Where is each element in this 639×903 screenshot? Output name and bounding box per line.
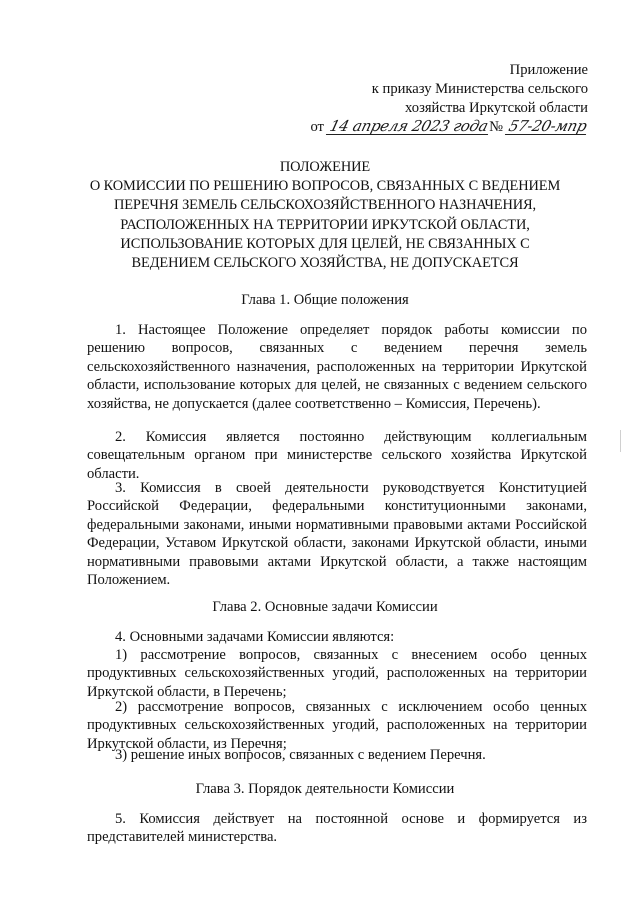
title-line: ПЕРЕЧНЯ ЗЕМЕЛЬ СЕЛЬСКОХОЗЯЙСТВЕННОГО НАЗНАЧЕНИЯ, — [113, 197, 537, 214]
paragraph-3: 3. Комиссия в своей деятельности руководствуется Конституцией Российской Федерации, федеральными конституционными законами, федеральными законами, иными нормативными правовыми актами Российской Федерации, Уставом Иркутской области, законами Иркутской области, иными нормативными правовыми актами Иркутской области, а также настоящим Положением. — [87, 480, 587, 589]
appendix-ministry: хозяйства Иркутской области — [405, 100, 588, 116]
paragraph-4: 4. Основными задачами Комиссии являются: — [115, 629, 395, 645]
scan-mark — [620, 430, 621, 452]
chapter-1-heading: Глава 1. Общие положения — [241, 292, 409, 308]
list-item-3: 3) решение иных вопросов, связанных с ведением Перечня. — [115, 747, 486, 763]
appendix-order-ref: к приказу Министерства сельского — [371, 81, 588, 97]
title-line: РАСПОЛОЖЕННЫХ НА ТЕРРИТОРИИ ИРКУТСКОЙ ОБЛАСТИ, — [120, 216, 530, 233]
number-prefix: № — [489, 119, 504, 135]
title-line: ПОЛОЖЕНИЕ — [279, 159, 371, 175]
title-line: ВЕДЕНИЕМ СЕЛЬСКОГО ХОЗЯЙСТВА, НЕ ДОПУСКАЕТСЯ — [131, 255, 519, 272]
chapter-2-heading: Глава 2. Основные задачи Комиссии — [212, 599, 438, 615]
appendix-block — [288, 61, 588, 137]
handwritten-number: 57-20-мпр — [506, 117, 589, 135]
handwritten-date: 14 апреля 2023 года — [327, 117, 490, 135]
title-line: О КОМИССИИ ПО РЕШЕНИЮ ВОПРОСОВ, СВЯЗАННЫХ С ВЕДЕНИЕМ — [89, 178, 561, 195]
chapter-3-heading: Глава 3. Порядок деятельности Комиссии — [195, 781, 455, 797]
title-line: ИСПОЛЬЗОВАНИЕ КОТОРЫХ ДЛЯ ЦЕЛЕЙ, НЕ СВЯЗАННЫХ С — [120, 235, 530, 252]
appendix-date-number — [288, 118, 588, 137]
list-item-1: 1) рассмотрение вопросов, связанных с внесением особо ценных продуктивных сельскохозяйственных угодий, расположенных на территории Иркутской области, в Перечень; — [87, 647, 587, 700]
paragraph-1: 1. Настоящее Положение определяет порядок работы комиссии по решению вопросов, связанных с ведением перечня земель сельскохозяйственного назначения, расположенных на территории Иркутской области, использование которых для целей, не связанных с ведением сельского хозяйства, не допускается (далее соответственно – Комиссия, Перечень). — [87, 322, 587, 412]
paragraph-2: 2. Комиссия является постоянно действующим коллегиальным совещательным органом при министерстве сельского хозяйства Иркутской области. — [87, 429, 587, 482]
document-title — [60, 158, 590, 273]
date-prefix: от — [310, 119, 324, 135]
paragraph-5: 5. Комиссия действует на постоянной основе и формируется из представителей министерства. — [87, 811, 587, 846]
appendix-label: Приложение — [509, 62, 588, 78]
list-item-2: 2) рассмотрение вопросов, связанных с исключением особо ценных продуктивных сельскохозяйственных угодий, расположенных на территории Иркутской области, из Перечня; — [87, 699, 587, 752]
